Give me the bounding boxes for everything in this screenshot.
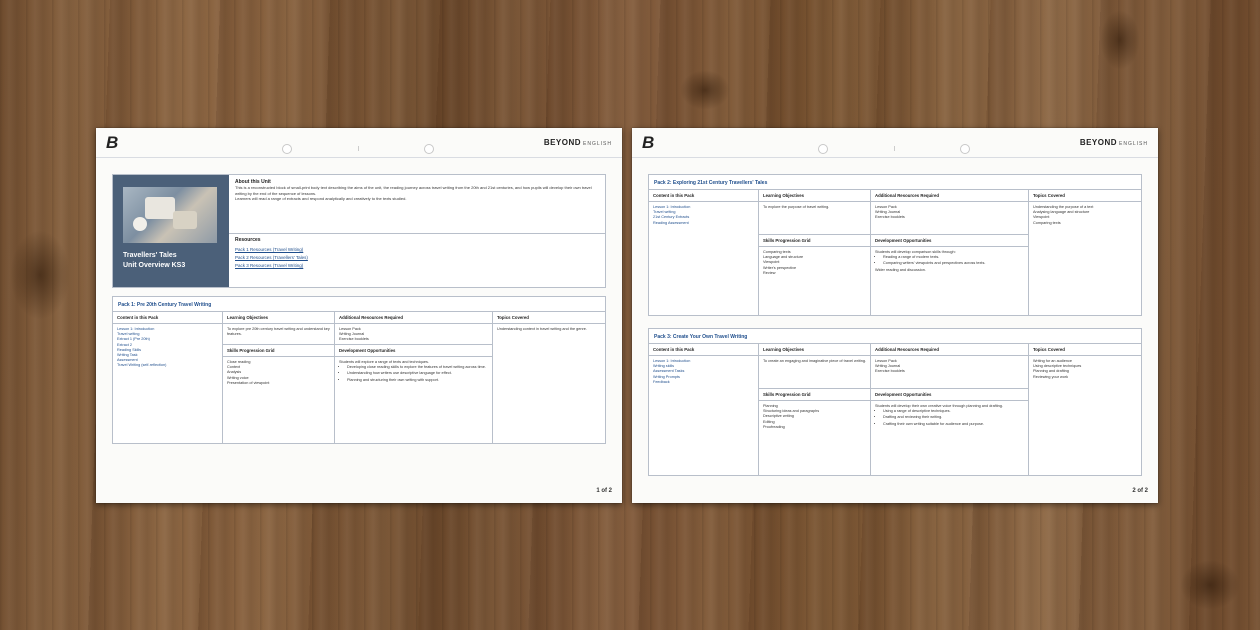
topic-item: Comparing texts [1033, 220, 1061, 225]
content-item: Lesson 1: Introduction [653, 205, 691, 209]
skill-item: Planning [763, 404, 778, 408]
content-item: Reading Skills [117, 347, 142, 352]
pack-title: Pack 1: Pre 20th Century Travel Writing [113, 297, 605, 312]
col-header: Additional Resources Required [871, 190, 1028, 202]
document-page-2 [632, 128, 1158, 503]
skill-item: Descriptive writing [763, 414, 794, 419]
page-number: 2 of 2 [1132, 488, 1148, 494]
col-header: Topics Covered [493, 312, 605, 324]
content-item: Reading Assessment [653, 220, 689, 225]
resource-item: Writing Journal [875, 364, 901, 369]
objectives-text: To explore the purpose of travel writing. [763, 205, 830, 209]
pack-title: Pack 2: Exploring 21st Century Travellers' Tales [649, 175, 1141, 190]
fold-mark [894, 146, 895, 151]
skill-item: Presentation of viewpoint [227, 380, 270, 385]
about-label: About this Unit [235, 179, 271, 185]
opportunity-bullet: • Planning and structuring their own writing with support. [347, 378, 488, 383]
resource-item: Writing Journal [875, 210, 901, 215]
brand-name: BEYOND ENGLISH [543, 138, 612, 147]
content-item: Writing Prompts [653, 374, 680, 379]
content-item: Travel Writing (self-reflection) [117, 363, 167, 368]
pack-title: Pack 3: Create Your Own Travel Writing [649, 329, 1141, 344]
content-item: Feedback [653, 379, 670, 384]
opportunity-bullet: • Reading a range of modern texts. [883, 255, 1024, 260]
skills-header: Skills Progression Grid [759, 389, 870, 401]
skill-item: Comparing texts [763, 250, 791, 254]
skill-item: Structuring ideas and paragraphs [763, 409, 820, 414]
skill-item: Context [227, 365, 241, 370]
punch-hole [818, 144, 828, 154]
content-item: Extract 1 (Pre 20th) [117, 337, 150, 342]
col-header: Additional Resources Required [335, 312, 492, 324]
content-item: Travel writing [117, 332, 140, 337]
topic-item: Using descriptive techniques [1033, 364, 1082, 369]
topic-item: Viewpoint [1033, 215, 1050, 220]
content-item: Writing Task [117, 353, 138, 358]
skills-header: Skills Progression Grid [223, 345, 334, 357]
resources-label: Resources [235, 237, 261, 243]
content-item: Assessment Tasks [653, 369, 685, 374]
resource-item: Lesson Pack [339, 327, 361, 331]
page-number: 1 of 2 [596, 488, 612, 494]
opportunities-header: Development Opportunities [871, 389, 1028, 401]
topic-item: Understanding the purpose of a text [1033, 205, 1094, 209]
punch-hole [960, 144, 970, 154]
topics-text: Understanding context in travel writing and the genre. [497, 327, 587, 331]
content-item: Assessment [117, 358, 138, 363]
resource-item: Exercise booklets [875, 369, 905, 374]
content-item: Writing skills [653, 364, 675, 369]
topic-item: Reviewing your work [1033, 374, 1069, 379]
resource-item: Exercise booklets [339, 337, 369, 342]
opportunity-bullet: • Drafting and reviewing their writing. [883, 415, 1024, 420]
skill-item: Writing voice [227, 375, 249, 380]
unit-overview [112, 174, 606, 288]
resource-item: Writing Journal [339, 332, 365, 337]
unit-cover-image [113, 175, 229, 287]
opportunities-header: Development Opportunities [871, 235, 1028, 247]
brand-logo-icon: B [642, 133, 655, 152]
objectives-text: To explore pre 20th century travel writing and understand key features. [227, 327, 330, 337]
about-text-2: Learners will read a range of extracts and respond analytically and creatively to the texts studied. [235, 196, 407, 201]
fold-mark [358, 146, 359, 151]
brand-name: BEYOND ENGLISH [1079, 138, 1148, 147]
objectives-text: To create an engaging and imaginative piece of travel writing. [763, 359, 866, 363]
resource-link-3[interactable]: Pack 3 Resources (Travel Writing) [235, 263, 304, 268]
content-item: Lesson 1: Introduction [117, 327, 155, 331]
resource-item: Lesson Pack [875, 205, 897, 209]
skill-item: Analysis [227, 370, 242, 375]
opportunities-header: Development Opportunities [335, 345, 492, 357]
content-item: Lesson 1: Introduction [653, 359, 691, 363]
opportunities-intro: Students will develop comparison skills through: [875, 250, 956, 254]
skills-header: Skills Progression Grid [759, 235, 870, 247]
unit-title: Travellers' Tales [123, 252, 177, 259]
col-header: Topics Covered [1029, 344, 1141, 356]
content-item: Extract 2 [117, 342, 132, 347]
topic-item: Planning and drafting [1033, 369, 1069, 374]
topic-item: Writing for an audience [1033, 359, 1072, 363]
punch-hole [282, 144, 292, 154]
col-header: Content in this Pack [649, 344, 758, 356]
col-header: Content in this Pack [649, 190, 758, 202]
content-item: 21st Century Extracts [653, 215, 690, 220]
about-text: This is a reconstructed block of small-print body text describing the aims of the unit, the reading journey across travel writing from the 20th and 21st centuries, and how pupils will develop their own travel writing by the end of the sequence of lessons. [235, 185, 592, 196]
cover-photo [123, 187, 217, 243]
resource-item: Lesson Pack [875, 359, 897, 363]
col-header: Learning Objectives [759, 344, 870, 356]
document-page-1 [96, 128, 622, 503]
opportunity-bullet: • Understanding how writers use descriptive language for effect. [347, 371, 488, 376]
skill-item: Language and structure [763, 255, 804, 260]
skill-item: Writer's perspective [763, 265, 797, 270]
pack-1-table [112, 296, 606, 444]
topic-item: Analysing language and structure [1033, 210, 1090, 215]
resource-item: Exercise booklets [875, 215, 905, 220]
skill-item: Editing [763, 419, 775, 424]
punch-hole [424, 144, 434, 154]
col-header: Topics Covered [1029, 190, 1141, 202]
page-header [632, 128, 1158, 158]
col-header: Additional Resources Required [871, 344, 1028, 356]
skill-item: Proofreading [763, 424, 785, 429]
col-header: Learning Objectives [223, 312, 334, 324]
skill-item: Viewpoint [763, 260, 780, 265]
opportunity-bullet: • Crafting their own writing suitable for audience and purpose. [883, 422, 1024, 427]
brand-logo-icon: B [106, 133, 119, 152]
opportunity-bullet: • Developing close reading skills to explore the features of travel writing across time. [347, 365, 488, 370]
skill-item: Review [763, 270, 776, 275]
resource-link-2[interactable]: Pack 2 Resources (Travellers' Tales) [235, 255, 308, 260]
col-header: Learning Objectives [759, 190, 870, 202]
opportunities-intro: Students will explore a range of texts and techniques. [339, 360, 429, 364]
opportunities-extra: Wider reading and discussion. [875, 267, 926, 272]
opportunity-bullet: • Comparing writers' viewpoints and perspectives across texts. [883, 261, 1024, 266]
resource-link-1[interactable]: Pack 1 Resources (Travel Writing) [235, 247, 304, 252]
page-header [96, 128, 622, 158]
unit-subtitle: Unit Overview KS3 [123, 262, 186, 269]
resources-section [235, 237, 599, 270]
col-header: Content in this Pack [113, 312, 222, 324]
about-section [235, 179, 599, 227]
opportunity-bullet: • Using a range of descriptive techniques. [883, 409, 1024, 414]
skill-item: Close reading [227, 360, 251, 364]
pack-3-table [648, 328, 1142, 476]
opportunities-intro: Students will develop their own creative voice through planning and drafting. [875, 404, 1003, 408]
content-item: Travel writing [653, 210, 676, 215]
pack-2-table [648, 174, 1142, 316]
